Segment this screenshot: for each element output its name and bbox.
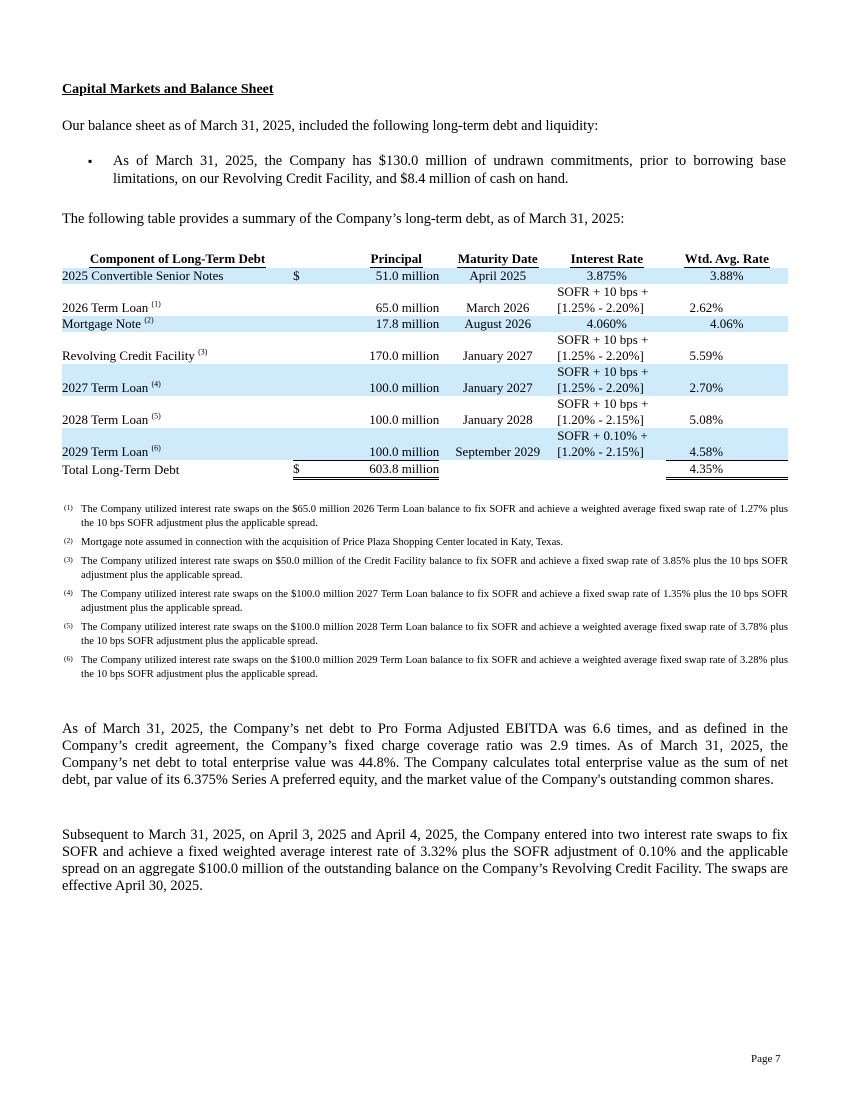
footnote-text: The Company utilized interest rate swaps on the $100.0 million 2029 Term Loan balance to fix SOFR and achieve a weighted average fixed swap rate of 3.28% plus the 10 bps SOFR adjustment plus the applicable spread. [81,655,788,680]
principal-value: 100.0 million [369,412,440,427]
footnote-text: The Company utilized interest rate swaps on $50.0 million of the Credit Facility balance to fix SOFR and achieve a fixed swap rate of 3.85% plus the 10 bps SOFR adjustment plus the applicable spread. [81,556,788,581]
wtd-avg-rate: 4.06% [666,316,789,332]
footnote-text: The Company utilized interest rate swaps on the $100.0 million 2027 Term Loan balance to fix SOFR and achieve a fixed swap rate of 1.35% plus the 10 bps SOFR adjustment plus the applicable spread. [81,589,788,614]
currency-symbol [293,364,313,396]
debt-component: 2025 Convertible Senior Notes [62,268,293,284]
footnote-mark: (5) [64,621,73,630]
debt-component: Mortgage Note $^{(2)}$ [62,316,293,332]
table-header-row [62,251,788,268]
principal-value: 100.0 million [313,364,439,396]
principal-value: 65.0 million [375,300,440,315]
liquidity-bullet: As of March 31, 2025, the Company has $130.0 million of undrawn commitments, prior to borrowing base limitations, on our Revolving Credit Facility, and $8.4 million of cash on hand. [113,153,786,187]
long-term-debt-table [62,251,788,480]
footnote-ref: (4) [151,379,161,389]
footnote-item [62,621,788,649]
total-label: Total Long-Term Debt [62,462,180,477]
footnote-item [62,588,788,616]
currency-symbol [293,396,313,428]
principal-value: 17.8 million [313,316,439,332]
currency-symbol: $ [293,460,313,478]
wtd-avg-rate: 5.08% [689,412,724,427]
section-heading: Capital Markets and Balance Sheet [62,82,274,97]
maturity-date: January 2028 [462,412,533,427]
currency-symbol: $ [293,268,313,284]
bullet-square-icon: ▪ [88,154,93,168]
interest-rate: SOFR + 0.10% + [1.20% - 2.15%] [548,428,665,460]
total-wtd-avg-rate: 4.35% [666,460,789,478]
footnote-mark: (1) [64,503,73,512]
footnote-mark: (2) [64,536,73,545]
interest-rate: SOFR + 10 bps + [1.25% - 2.20%] [548,364,665,396]
currency-symbol [293,428,313,460]
header-maturity: Maturity Date [457,251,538,266]
footnotes [62,503,788,687]
footnote-mark: (6) [64,654,73,663]
table-intro-paragraph: The following table provides a summary of the Company’s long-term debt, as of March 31, 2025: [62,211,625,227]
footnote-text: Mortgage note assumed in connection with the acquisition of Price Plaza Shopping Center located in Katy, Texas. [81,537,564,548]
table-row [62,268,788,284]
table-row [62,284,788,316]
table-row [62,364,788,396]
header-wtd-avg-rate: Wtd. Avg. Rate [684,251,769,266]
wtd-avg-rate: 4.58% [666,428,789,460]
principal-value: 51.0 million [313,268,439,284]
interest-rate: SOFR + 10 bps + [1.25% - 2.20%] [557,332,649,363]
header-principal: Principal [370,251,422,266]
page-number: Page 7 [751,1053,781,1065]
footnote-ref: (3) [198,347,208,357]
currency-symbol [293,316,313,332]
debt-component: Revolving Credit Facility $^{(3)}$ [62,347,208,363]
footnote-ref: (6) [151,443,161,453]
footnote-item [62,555,788,583]
maturity-date: January 2027 [462,348,533,363]
table-row [62,316,788,332]
footnote-ref: (5) [151,411,161,421]
wtd-avg-rate: 2.70% [666,364,789,396]
currency-symbol [293,332,313,364]
footnote-mark: (3) [64,555,73,564]
footnote-text: The Company utilized interest rate swaps on the $100.0 million 2028 Term Loan balance to fix SOFR and achieve a weighted average fixed swap rate of 3.78% plus the 10 bps SOFR adjustment plus the applicable spread. [81,622,788,647]
total-row [62,460,788,478]
debt-component: 2026 Term Loan $^{(1)}$ [62,299,161,315]
debt-component: 2028 Term Loan $^{(5)}$ [62,411,161,427]
footnote-item [62,654,788,682]
maturity-date: August 2026 [439,316,548,332]
currency-symbol [293,284,313,316]
total-principal: 603.8 million [313,460,439,478]
header-interest-rate: Interest Rate [570,251,643,266]
principal-value: 100.0 million [313,428,439,460]
table-row [62,428,788,460]
wtd-avg-rate: 5.59% [689,348,724,363]
table-row [62,332,788,364]
wtd-avg-rate: 3.88% [666,268,789,284]
maturity-date: April 2025 [439,268,548,284]
maturity-date: January 2027 [439,364,548,396]
net-debt-paragraph: As of March 31, 2025, the Company’s net debt to Pro Forma Adjusted EBITDA was 6.6 times, and as defined in the Company’s credit agreement, the Company’s fixed charge coverage ratio was 2.9 times. As of March 31, 2025, the Company’s net debt to total enterprise value was 44.8%. The Company calculates total enterprise value as the sum of net debt, par value of its 6.375% Series A preferred equity, and the market value of the Company's outstanding common shares. [62,721,788,788]
debt-component: 2027 Term Loan $^{(4)}$ [62,364,293,396]
interest-rate: SOFR + 10 bps + [1.25% - 2.20%] [557,284,649,315]
swaps-paragraph: Subsequent to March 31, 2025, on April 3, 2025 and April 4, 2025, the Company entered into two interest rate swaps to fix SOFR and achieve a fixed weighted average interest rate of 3.32% plus the SOFR adjustment of 0.10% and the applicable spread on an aggregate $100.0 million of the outstanding balance on the Company’s Revolving Credit Facility. The swaps are effective April 30, 2025. [62,827,788,894]
footnote-text: The Company utilized interest rate swaps on the $65.0 million 2026 Term Loan balance to fix SOFR and achieve a weighted average fixed swap rate of 1.27% plus the 10 bps SOFR adjustment plus the applicable spread. [81,504,788,529]
debt-component: 2029 Term Loan $^{(6)}$ [62,428,293,460]
footnote-ref: (2) [144,315,154,325]
interest-rate: 4.060% [548,316,665,332]
intro-paragraph: Our balance sheet as of March 31, 2025, included the following long-term debt and liquidity: [62,118,599,134]
maturity-date: September 2029 [439,428,548,460]
interest-rate: 3.875% [548,268,665,284]
footnote-ref: (1) [151,299,161,309]
maturity-date: March 2026 [466,300,530,315]
interest-rate: SOFR + 10 bps + [1.20% - 2.15%] [557,396,649,427]
footnote-item [62,536,788,550]
table-row [62,396,788,428]
footnote-mark: (4) [64,588,73,597]
footnote-item [62,503,788,531]
header-component: Component of Long-Term Debt [89,251,266,266]
principal-value: 170.0 million [369,348,440,363]
wtd-avg-rate: 2.62% [689,300,724,315]
